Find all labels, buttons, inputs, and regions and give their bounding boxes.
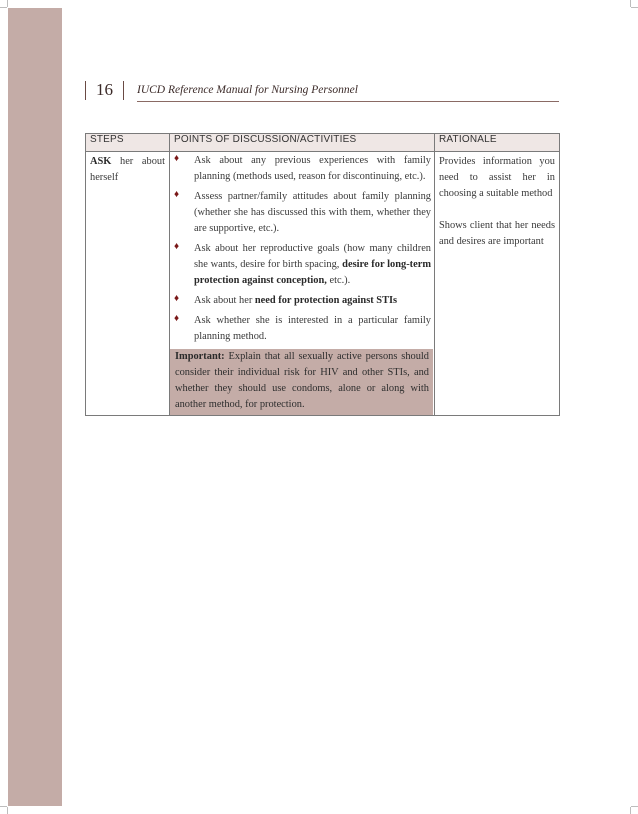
page-number: 16 (96, 80, 113, 99)
diamond-bullet-icon: ♦ (174, 153, 180, 164)
counselling-table (85, 133, 560, 416)
rationale-text: Shows client that her needs and desires are important (439, 220, 555, 247)
table-row (86, 152, 560, 416)
crop-mark (0, 806, 7, 807)
page-side-band (8, 8, 62, 806)
diamond-bullet-icon: ♦ (174, 241, 180, 252)
points-cell (170, 152, 435, 416)
diamond-bullet-icon: ♦ (174, 313, 180, 324)
column-header-steps: STEPS (86, 134, 170, 152)
crop-mark (631, 7, 638, 8)
diamond-bullet-icon: ♦ (174, 189, 180, 200)
header-divider (123, 81, 124, 100)
crop-mark (7, 0, 8, 7)
step-verb: ASK (90, 156, 112, 167)
important-note (170, 349, 433, 415)
emphasis-text: desire for long-term protection against conception, (194, 259, 431, 286)
header-divider (85, 81, 86, 100)
diamond-bullet-icon: ♦ (174, 293, 180, 304)
manual-title: IUCD Reference Manual for Nursing Personnel (137, 84, 358, 96)
list-item: ♦ Ask about her reproductive goals (how many children she wants, desire for birth spacing, desire for long-term protection against conception, etc.). (174, 241, 431, 286)
list-item: ♦ Ask whether she is interested in a particular family planning method. (174, 313, 431, 342)
list-item: ♦ Ask about any previous experiences with family planning (methods used, reason for discontinuing, etc.). (174, 153, 431, 182)
crop-mark (630, 807, 631, 814)
column-header-rationale: RATIONALE (435, 134, 560, 152)
important-text: Explain that all sexually active persons should consider their individual risk for HIV and other STIs, and whether they should use condoms, alone or along with another method, for protection. (175, 351, 429, 410)
points-list (170, 153, 434, 345)
important-label: Important: (175, 351, 225, 362)
emphasis-text: need for protection against STIs (254, 295, 398, 306)
crop-mark (0, 7, 7, 8)
crop-mark (7, 807, 8, 814)
step-text: her about herself (90, 156, 165, 183)
page-header (85, 80, 559, 102)
list-item: ♦ Assess partner/family attitudes about family planning (whether she has discussed this with them, whether they are supportive, etc.). (174, 189, 431, 234)
column-header-points: POINTS OF DISCUSSION/ACTIVITIES (170, 134, 435, 152)
list-item: ♦ Ask about her need for protection against STIs (174, 293, 398, 306)
rationale-cell (435, 152, 560, 416)
header-rule (137, 101, 559, 102)
crop-mark (631, 806, 638, 807)
crop-mark (630, 0, 631, 7)
table-header-row (86, 134, 560, 152)
steps-cell (86, 152, 170, 416)
rationale-text: Provides information you need to assist her in choosing a suitable method (439, 156, 555, 199)
